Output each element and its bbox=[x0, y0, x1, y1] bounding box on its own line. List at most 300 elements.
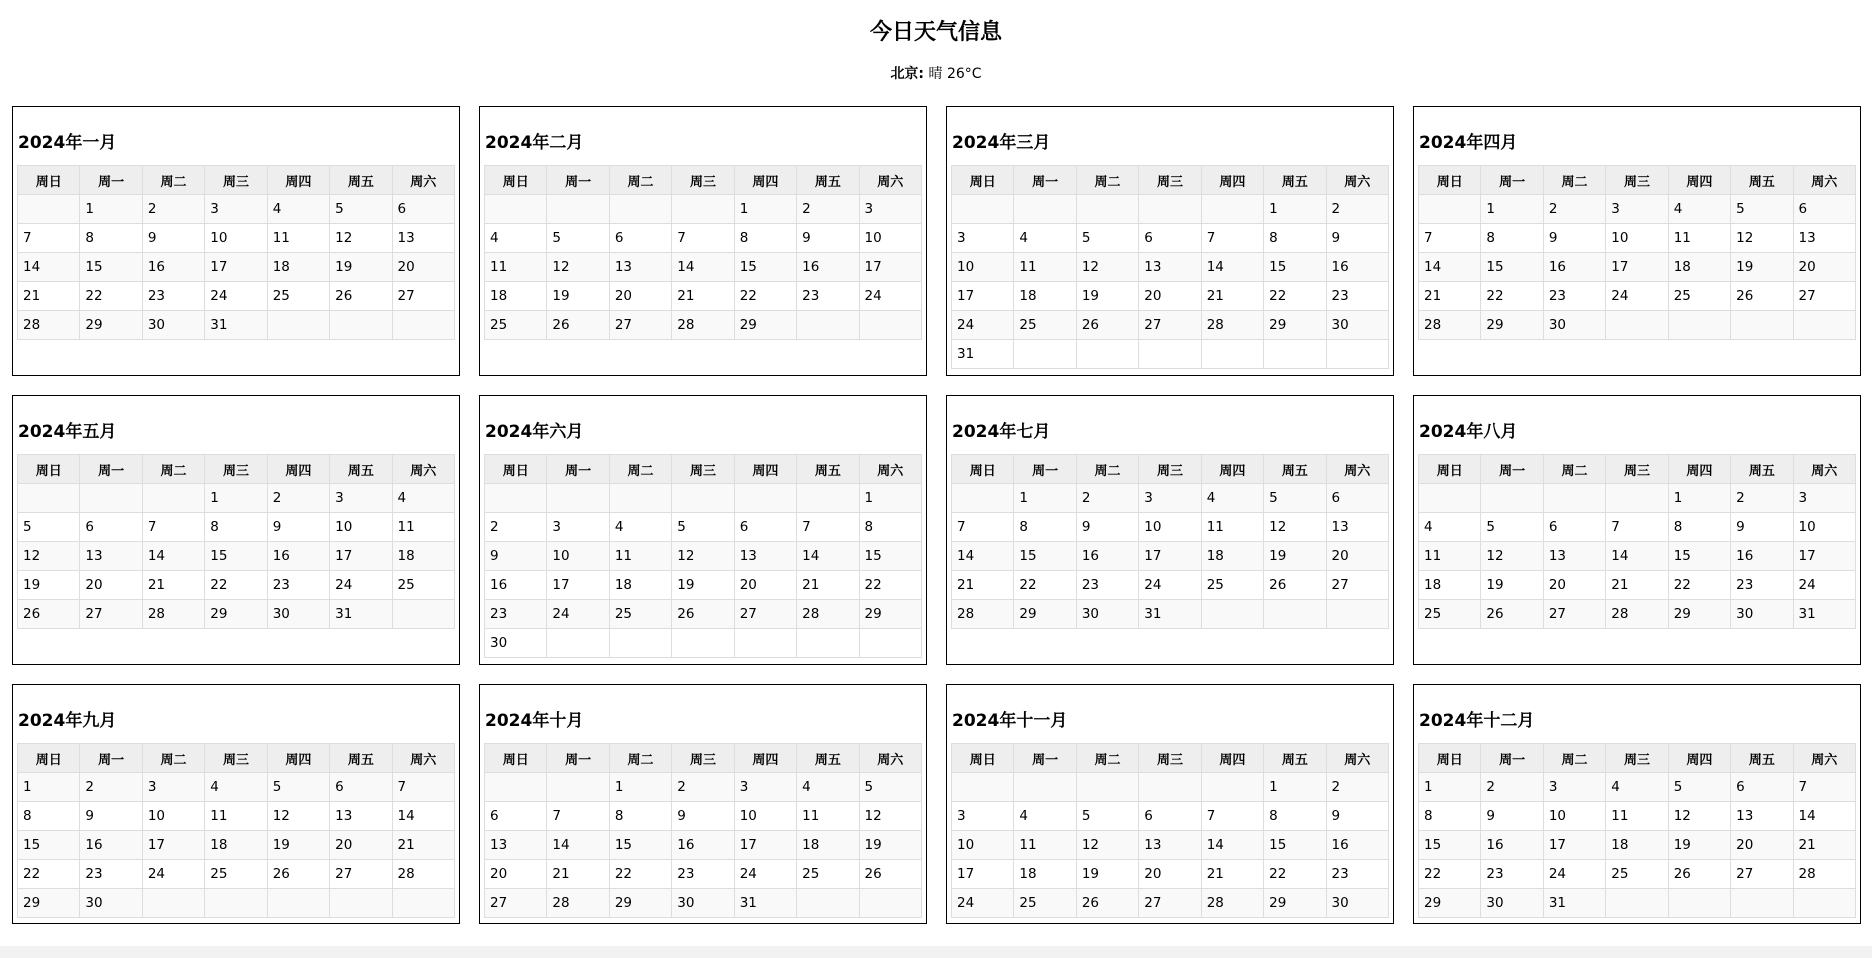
day-cell bbox=[392, 311, 454, 340]
week-row bbox=[952, 773, 1389, 802]
day-cell: 30 bbox=[1076, 600, 1138, 629]
day-cell: 13 bbox=[485, 831, 547, 860]
weekday-header: 周五 bbox=[797, 455, 859, 484]
week-row bbox=[485, 571, 922, 600]
day-cell bbox=[142, 889, 204, 918]
day-cell: 29 bbox=[1419, 889, 1481, 918]
month-calendar bbox=[12, 684, 460, 924]
weekday-header: 周日 bbox=[18, 744, 80, 773]
day-cell: 15 bbox=[1264, 253, 1326, 282]
week-row bbox=[1419, 513, 1856, 542]
day-cell: 11 bbox=[205, 802, 267, 831]
day-cell: 16 bbox=[267, 542, 329, 571]
day-cell: 20 bbox=[330, 831, 392, 860]
day-cell: 5 bbox=[547, 224, 609, 253]
week-row bbox=[1419, 224, 1856, 253]
day-cell: 21 bbox=[672, 282, 734, 311]
weekday-header: 周六 bbox=[392, 166, 454, 195]
weekday-header: 周日 bbox=[952, 455, 1014, 484]
month-calendar bbox=[479, 106, 927, 376]
day-cell: 10 bbox=[1606, 224, 1668, 253]
day-cell: 2 bbox=[485, 513, 547, 542]
day-cell: 21 bbox=[1606, 571, 1668, 600]
weekday-header: 周二 bbox=[142, 455, 204, 484]
day-cell: 2 bbox=[267, 484, 329, 513]
day-cell: 29 bbox=[1264, 889, 1326, 918]
day-cell: 22 bbox=[18, 860, 80, 889]
week-row bbox=[952, 831, 1389, 860]
day-cell: 4 bbox=[392, 484, 454, 513]
day-cell: 25 bbox=[1201, 571, 1263, 600]
day-cell: 28 bbox=[672, 311, 734, 340]
week-row bbox=[18, 311, 455, 340]
month-calendar bbox=[479, 395, 927, 665]
day-cell: 31 bbox=[1793, 600, 1855, 629]
week-row bbox=[952, 802, 1389, 831]
weekday-header: 周二 bbox=[1543, 455, 1605, 484]
day-cell: 20 bbox=[1793, 253, 1855, 282]
day-cell: 14 bbox=[392, 802, 454, 831]
day-cell: 22 bbox=[1264, 282, 1326, 311]
day-cell: 29 bbox=[734, 311, 796, 340]
day-cell: 30 bbox=[142, 311, 204, 340]
weekday-header: 周一 bbox=[80, 744, 142, 773]
day-cell: 3 bbox=[952, 224, 1014, 253]
month-calendar bbox=[12, 106, 460, 376]
day-cell: 24 bbox=[1543, 860, 1605, 889]
week-row bbox=[1419, 195, 1856, 224]
day-cell: 5 bbox=[1481, 513, 1543, 542]
day-cell bbox=[1326, 340, 1388, 369]
day-cell: 21 bbox=[1419, 282, 1481, 311]
day-cell: 24 bbox=[734, 860, 796, 889]
day-cell: 6 bbox=[80, 513, 142, 542]
day-cell: 7 bbox=[142, 513, 204, 542]
weekday-header: 周四 bbox=[1201, 744, 1263, 773]
day-cell: 26 bbox=[1264, 571, 1326, 600]
day-cell: 2 bbox=[142, 195, 204, 224]
weekday-header: 周五 bbox=[1731, 744, 1793, 773]
day-cell: 29 bbox=[18, 889, 80, 918]
weekday-header: 周一 bbox=[547, 166, 609, 195]
day-cell: 14 bbox=[18, 253, 80, 282]
weekday-header: 周五 bbox=[330, 744, 392, 773]
day-cell bbox=[859, 889, 921, 918]
day-cell: 19 bbox=[1731, 253, 1793, 282]
weekday-header: 周一 bbox=[1014, 744, 1076, 773]
day-cell: 16 bbox=[1326, 831, 1388, 860]
day-cell: 10 bbox=[205, 224, 267, 253]
day-cell bbox=[952, 195, 1014, 224]
week-row bbox=[1419, 860, 1856, 889]
day-cell: 3 bbox=[547, 513, 609, 542]
day-cell: 3 bbox=[1606, 195, 1668, 224]
day-cell: 18 bbox=[1014, 282, 1076, 311]
day-cell: 12 bbox=[330, 224, 392, 253]
week-row bbox=[952, 484, 1389, 513]
day-cell bbox=[609, 195, 671, 224]
day-cell bbox=[1731, 311, 1793, 340]
day-cell: 6 bbox=[1731, 773, 1793, 802]
weekday-header: 周二 bbox=[1543, 744, 1605, 773]
weekday-header: 周二 bbox=[142, 744, 204, 773]
weekday-header: 周日 bbox=[485, 455, 547, 484]
weekday-header: 周二 bbox=[609, 744, 671, 773]
day-cell: 4 bbox=[1606, 773, 1668, 802]
day-cell: 27 bbox=[80, 600, 142, 629]
day-cell: 12 bbox=[1076, 831, 1138, 860]
weekday-header: 周三 bbox=[205, 166, 267, 195]
day-cell: 8 bbox=[1264, 802, 1326, 831]
day-cell: 30 bbox=[672, 889, 734, 918]
weekday-header: 周日 bbox=[952, 166, 1014, 195]
day-cell: 15 bbox=[734, 253, 796, 282]
day-cell: 19 bbox=[1076, 860, 1138, 889]
weekday-header: 周五 bbox=[797, 166, 859, 195]
day-cell: 13 bbox=[1139, 253, 1201, 282]
day-cell: 26 bbox=[547, 311, 609, 340]
weekday-header: 周日 bbox=[1419, 744, 1481, 773]
day-cell: 26 bbox=[1076, 311, 1138, 340]
week-row bbox=[485, 600, 922, 629]
day-cell: 14 bbox=[1201, 253, 1263, 282]
day-cell: 5 bbox=[1668, 773, 1730, 802]
weekday-header: 周四 bbox=[1201, 455, 1263, 484]
day-cell: 7 bbox=[18, 224, 80, 253]
day-cell: 8 bbox=[1419, 802, 1481, 831]
day-cell: 17 bbox=[952, 860, 1014, 889]
week-row bbox=[485, 773, 922, 802]
day-cell bbox=[1419, 195, 1481, 224]
month-title: 2024年七月 bbox=[952, 422, 1051, 442]
month-title: 2024年十月 bbox=[485, 711, 584, 731]
calendar-grid bbox=[12, 106, 1860, 924]
day-cell: 7 bbox=[1793, 773, 1855, 802]
day-cell: 2 bbox=[1076, 484, 1138, 513]
day-cell: 1 bbox=[205, 484, 267, 513]
day-cell: 8 bbox=[609, 802, 671, 831]
day-cell: 18 bbox=[1419, 571, 1481, 600]
day-cell: 8 bbox=[18, 802, 80, 831]
week-row bbox=[1419, 484, 1856, 513]
day-cell: 5 bbox=[672, 513, 734, 542]
day-cell: 7 bbox=[1606, 513, 1668, 542]
calendar-table bbox=[484, 165, 922, 340]
week-row bbox=[952, 600, 1389, 629]
day-cell: 19 bbox=[330, 253, 392, 282]
day-cell: 22 bbox=[80, 282, 142, 311]
day-cell: 29 bbox=[1481, 311, 1543, 340]
day-cell bbox=[1606, 889, 1668, 918]
day-cell: 15 bbox=[609, 831, 671, 860]
day-cell: 27 bbox=[1139, 311, 1201, 340]
weekday-header: 周一 bbox=[547, 744, 609, 773]
weekday-header: 周六 bbox=[1326, 744, 1388, 773]
day-cell: 11 bbox=[267, 224, 329, 253]
day-cell: 29 bbox=[1264, 311, 1326, 340]
day-cell: 9 bbox=[672, 802, 734, 831]
weekday-header: 周六 bbox=[392, 455, 454, 484]
day-cell: 7 bbox=[392, 773, 454, 802]
day-cell: 13 bbox=[80, 542, 142, 571]
day-cell bbox=[672, 629, 734, 658]
week-row bbox=[1419, 773, 1856, 802]
day-cell: 13 bbox=[392, 224, 454, 253]
day-cell: 2 bbox=[1731, 484, 1793, 513]
month-calendar bbox=[12, 395, 460, 665]
month-calendar bbox=[946, 684, 1394, 924]
weekday-header: 周三 bbox=[205, 455, 267, 484]
day-cell: 14 bbox=[1419, 253, 1481, 282]
month-title: 2024年五月 bbox=[18, 422, 117, 442]
day-cell: 3 bbox=[952, 802, 1014, 831]
day-cell: 17 bbox=[205, 253, 267, 282]
day-cell: 20 bbox=[734, 571, 796, 600]
day-cell: 21 bbox=[547, 860, 609, 889]
day-cell: 16 bbox=[1326, 253, 1388, 282]
month-title: 2024年六月 bbox=[485, 422, 584, 442]
day-cell bbox=[485, 773, 547, 802]
day-cell: 29 bbox=[205, 600, 267, 629]
week-row bbox=[18, 253, 455, 282]
day-cell: 2 bbox=[797, 195, 859, 224]
day-cell: 8 bbox=[80, 224, 142, 253]
day-cell: 10 bbox=[734, 802, 796, 831]
day-cell: 1 bbox=[859, 484, 921, 513]
weekday-header: 周日 bbox=[1419, 455, 1481, 484]
weekday-header: 周日 bbox=[952, 744, 1014, 773]
day-cell: 1 bbox=[1264, 195, 1326, 224]
day-cell: 4 bbox=[485, 224, 547, 253]
day-cell bbox=[1076, 773, 1138, 802]
day-cell: 27 bbox=[734, 600, 796, 629]
day-cell: 11 bbox=[485, 253, 547, 282]
day-cell: 19 bbox=[267, 831, 329, 860]
week-row bbox=[952, 311, 1389, 340]
weekday-header: 周五 bbox=[1731, 455, 1793, 484]
day-cell: 2 bbox=[80, 773, 142, 802]
week-row bbox=[952, 253, 1389, 282]
day-cell: 3 bbox=[330, 484, 392, 513]
calendar-table bbox=[1418, 743, 1856, 918]
day-cell: 9 bbox=[1481, 802, 1543, 831]
day-cell bbox=[1419, 484, 1481, 513]
weekday-header: 周二 bbox=[609, 455, 671, 484]
month-title: 2024年九月 bbox=[18, 711, 117, 731]
week-row bbox=[952, 542, 1389, 571]
weekday-header-row bbox=[18, 744, 455, 773]
day-cell: 11 bbox=[1014, 831, 1076, 860]
day-cell bbox=[797, 629, 859, 658]
day-cell: 15 bbox=[1014, 542, 1076, 571]
day-cell bbox=[1543, 484, 1605, 513]
day-cell: 3 bbox=[205, 195, 267, 224]
weekday-header: 周六 bbox=[392, 744, 454, 773]
day-cell bbox=[330, 889, 392, 918]
day-cell bbox=[392, 889, 454, 918]
day-cell bbox=[392, 600, 454, 629]
week-row bbox=[1419, 282, 1856, 311]
day-cell: 25 bbox=[1419, 600, 1481, 629]
day-cell: 31 bbox=[952, 340, 1014, 369]
week-row bbox=[18, 860, 455, 889]
day-cell: 5 bbox=[1076, 802, 1138, 831]
day-cell: 13 bbox=[1731, 802, 1793, 831]
day-cell: 30 bbox=[485, 629, 547, 658]
day-cell bbox=[1201, 195, 1263, 224]
day-cell bbox=[672, 195, 734, 224]
weekday-header: 周五 bbox=[330, 455, 392, 484]
day-cell: 17 bbox=[734, 831, 796, 860]
day-cell: 1 bbox=[1014, 484, 1076, 513]
day-cell: 6 bbox=[485, 802, 547, 831]
day-cell: 7 bbox=[547, 802, 609, 831]
day-cell: 31 bbox=[734, 889, 796, 918]
day-cell bbox=[1014, 773, 1076, 802]
day-cell: 16 bbox=[672, 831, 734, 860]
day-cell: 11 bbox=[1014, 253, 1076, 282]
day-cell bbox=[547, 195, 609, 224]
month-calendar bbox=[1413, 395, 1861, 665]
week-row bbox=[1419, 889, 1856, 918]
day-cell: 4 bbox=[797, 773, 859, 802]
day-cell: 3 bbox=[142, 773, 204, 802]
day-cell: 20 bbox=[1543, 571, 1605, 600]
calendar-table bbox=[951, 454, 1389, 629]
day-cell bbox=[1606, 484, 1668, 513]
day-cell: 25 bbox=[267, 282, 329, 311]
day-cell: 14 bbox=[1201, 831, 1263, 860]
day-cell bbox=[1264, 340, 1326, 369]
day-cell: 16 bbox=[1481, 831, 1543, 860]
week-row bbox=[485, 802, 922, 831]
day-cell: 10 bbox=[1139, 513, 1201, 542]
day-cell: 11 bbox=[797, 802, 859, 831]
day-cell: 14 bbox=[672, 253, 734, 282]
week-row bbox=[485, 282, 922, 311]
day-cell: 9 bbox=[485, 542, 547, 571]
day-cell: 3 bbox=[734, 773, 796, 802]
day-cell: 30 bbox=[1481, 889, 1543, 918]
day-cell: 7 bbox=[1419, 224, 1481, 253]
weekday-header: 周三 bbox=[1606, 455, 1668, 484]
weekday-header-row bbox=[1419, 455, 1856, 484]
day-cell: 24 bbox=[1606, 282, 1668, 311]
day-cell: 5 bbox=[1076, 224, 1138, 253]
week-row bbox=[952, 571, 1389, 600]
day-cell bbox=[952, 773, 1014, 802]
day-cell: 18 bbox=[392, 542, 454, 571]
day-cell: 20 bbox=[392, 253, 454, 282]
day-cell bbox=[797, 889, 859, 918]
day-cell: 17 bbox=[859, 253, 921, 282]
day-cell: 31 bbox=[1139, 600, 1201, 629]
day-cell: 10 bbox=[330, 513, 392, 542]
day-cell: 30 bbox=[1326, 311, 1388, 340]
day-cell: 8 bbox=[734, 224, 796, 253]
day-cell: 12 bbox=[547, 253, 609, 282]
day-cell: 4 bbox=[1201, 484, 1263, 513]
week-row bbox=[485, 195, 922, 224]
day-cell: 22 bbox=[859, 571, 921, 600]
weekday-header: 周三 bbox=[1606, 744, 1668, 773]
day-cell: 23 bbox=[797, 282, 859, 311]
day-cell: 3 bbox=[859, 195, 921, 224]
day-cell: 17 bbox=[952, 282, 1014, 311]
weekday-header: 周三 bbox=[1606, 166, 1668, 195]
weekday-header: 周六 bbox=[859, 744, 921, 773]
day-cell: 30 bbox=[267, 600, 329, 629]
day-cell: 19 bbox=[1481, 571, 1543, 600]
day-cell bbox=[734, 484, 796, 513]
day-cell: 28 bbox=[547, 889, 609, 918]
weather-city-label: 北京: bbox=[890, 66, 925, 82]
day-cell: 21 bbox=[1793, 831, 1855, 860]
day-cell bbox=[1731, 889, 1793, 918]
day-cell: 11 bbox=[1606, 802, 1668, 831]
day-cell: 4 bbox=[1668, 195, 1730, 224]
day-cell: 13 bbox=[609, 253, 671, 282]
day-cell bbox=[797, 311, 859, 340]
day-cell: 9 bbox=[1731, 513, 1793, 542]
weekday-header-row bbox=[485, 744, 922, 773]
month-title: 2024年四月 bbox=[1419, 133, 1518, 153]
day-cell: 30 bbox=[1326, 889, 1388, 918]
day-cell: 4 bbox=[1014, 802, 1076, 831]
day-cell: 15 bbox=[1668, 542, 1730, 571]
day-cell: 17 bbox=[1543, 831, 1605, 860]
day-cell: 4 bbox=[609, 513, 671, 542]
weekday-header: 周三 bbox=[1139, 166, 1201, 195]
weekday-header: 周三 bbox=[1139, 744, 1201, 773]
day-cell: 21 bbox=[1201, 860, 1263, 889]
day-cell bbox=[205, 889, 267, 918]
day-cell: 13 bbox=[1139, 831, 1201, 860]
day-cell bbox=[485, 484, 547, 513]
day-cell: 29 bbox=[609, 889, 671, 918]
day-cell: 25 bbox=[485, 311, 547, 340]
day-cell: 16 bbox=[797, 253, 859, 282]
day-cell bbox=[547, 484, 609, 513]
weekday-header: 周二 bbox=[609, 166, 671, 195]
day-cell: 11 bbox=[1419, 542, 1481, 571]
weekday-header: 周五 bbox=[1264, 166, 1326, 195]
day-cell: 6 bbox=[1543, 513, 1605, 542]
day-cell: 23 bbox=[1543, 282, 1605, 311]
day-cell: 19 bbox=[547, 282, 609, 311]
day-cell: 24 bbox=[142, 860, 204, 889]
day-cell: 19 bbox=[18, 571, 80, 600]
day-cell: 16 bbox=[1731, 542, 1793, 571]
day-cell: 8 bbox=[1014, 513, 1076, 542]
week-row bbox=[485, 542, 922, 571]
day-cell: 1 bbox=[1264, 773, 1326, 802]
calendar-table bbox=[17, 165, 455, 340]
week-row bbox=[952, 860, 1389, 889]
weekday-header: 周四 bbox=[267, 166, 329, 195]
day-cell: 26 bbox=[1076, 889, 1138, 918]
day-cell: 20 bbox=[1139, 282, 1201, 311]
day-cell: 1 bbox=[734, 195, 796, 224]
day-cell: 15 bbox=[1481, 253, 1543, 282]
day-cell: 26 bbox=[267, 860, 329, 889]
day-cell: 8 bbox=[1481, 224, 1543, 253]
week-row bbox=[485, 513, 922, 542]
day-cell: 21 bbox=[1201, 282, 1263, 311]
day-cell bbox=[609, 484, 671, 513]
day-cell: 6 bbox=[1139, 224, 1201, 253]
day-cell: 15 bbox=[1419, 831, 1481, 860]
